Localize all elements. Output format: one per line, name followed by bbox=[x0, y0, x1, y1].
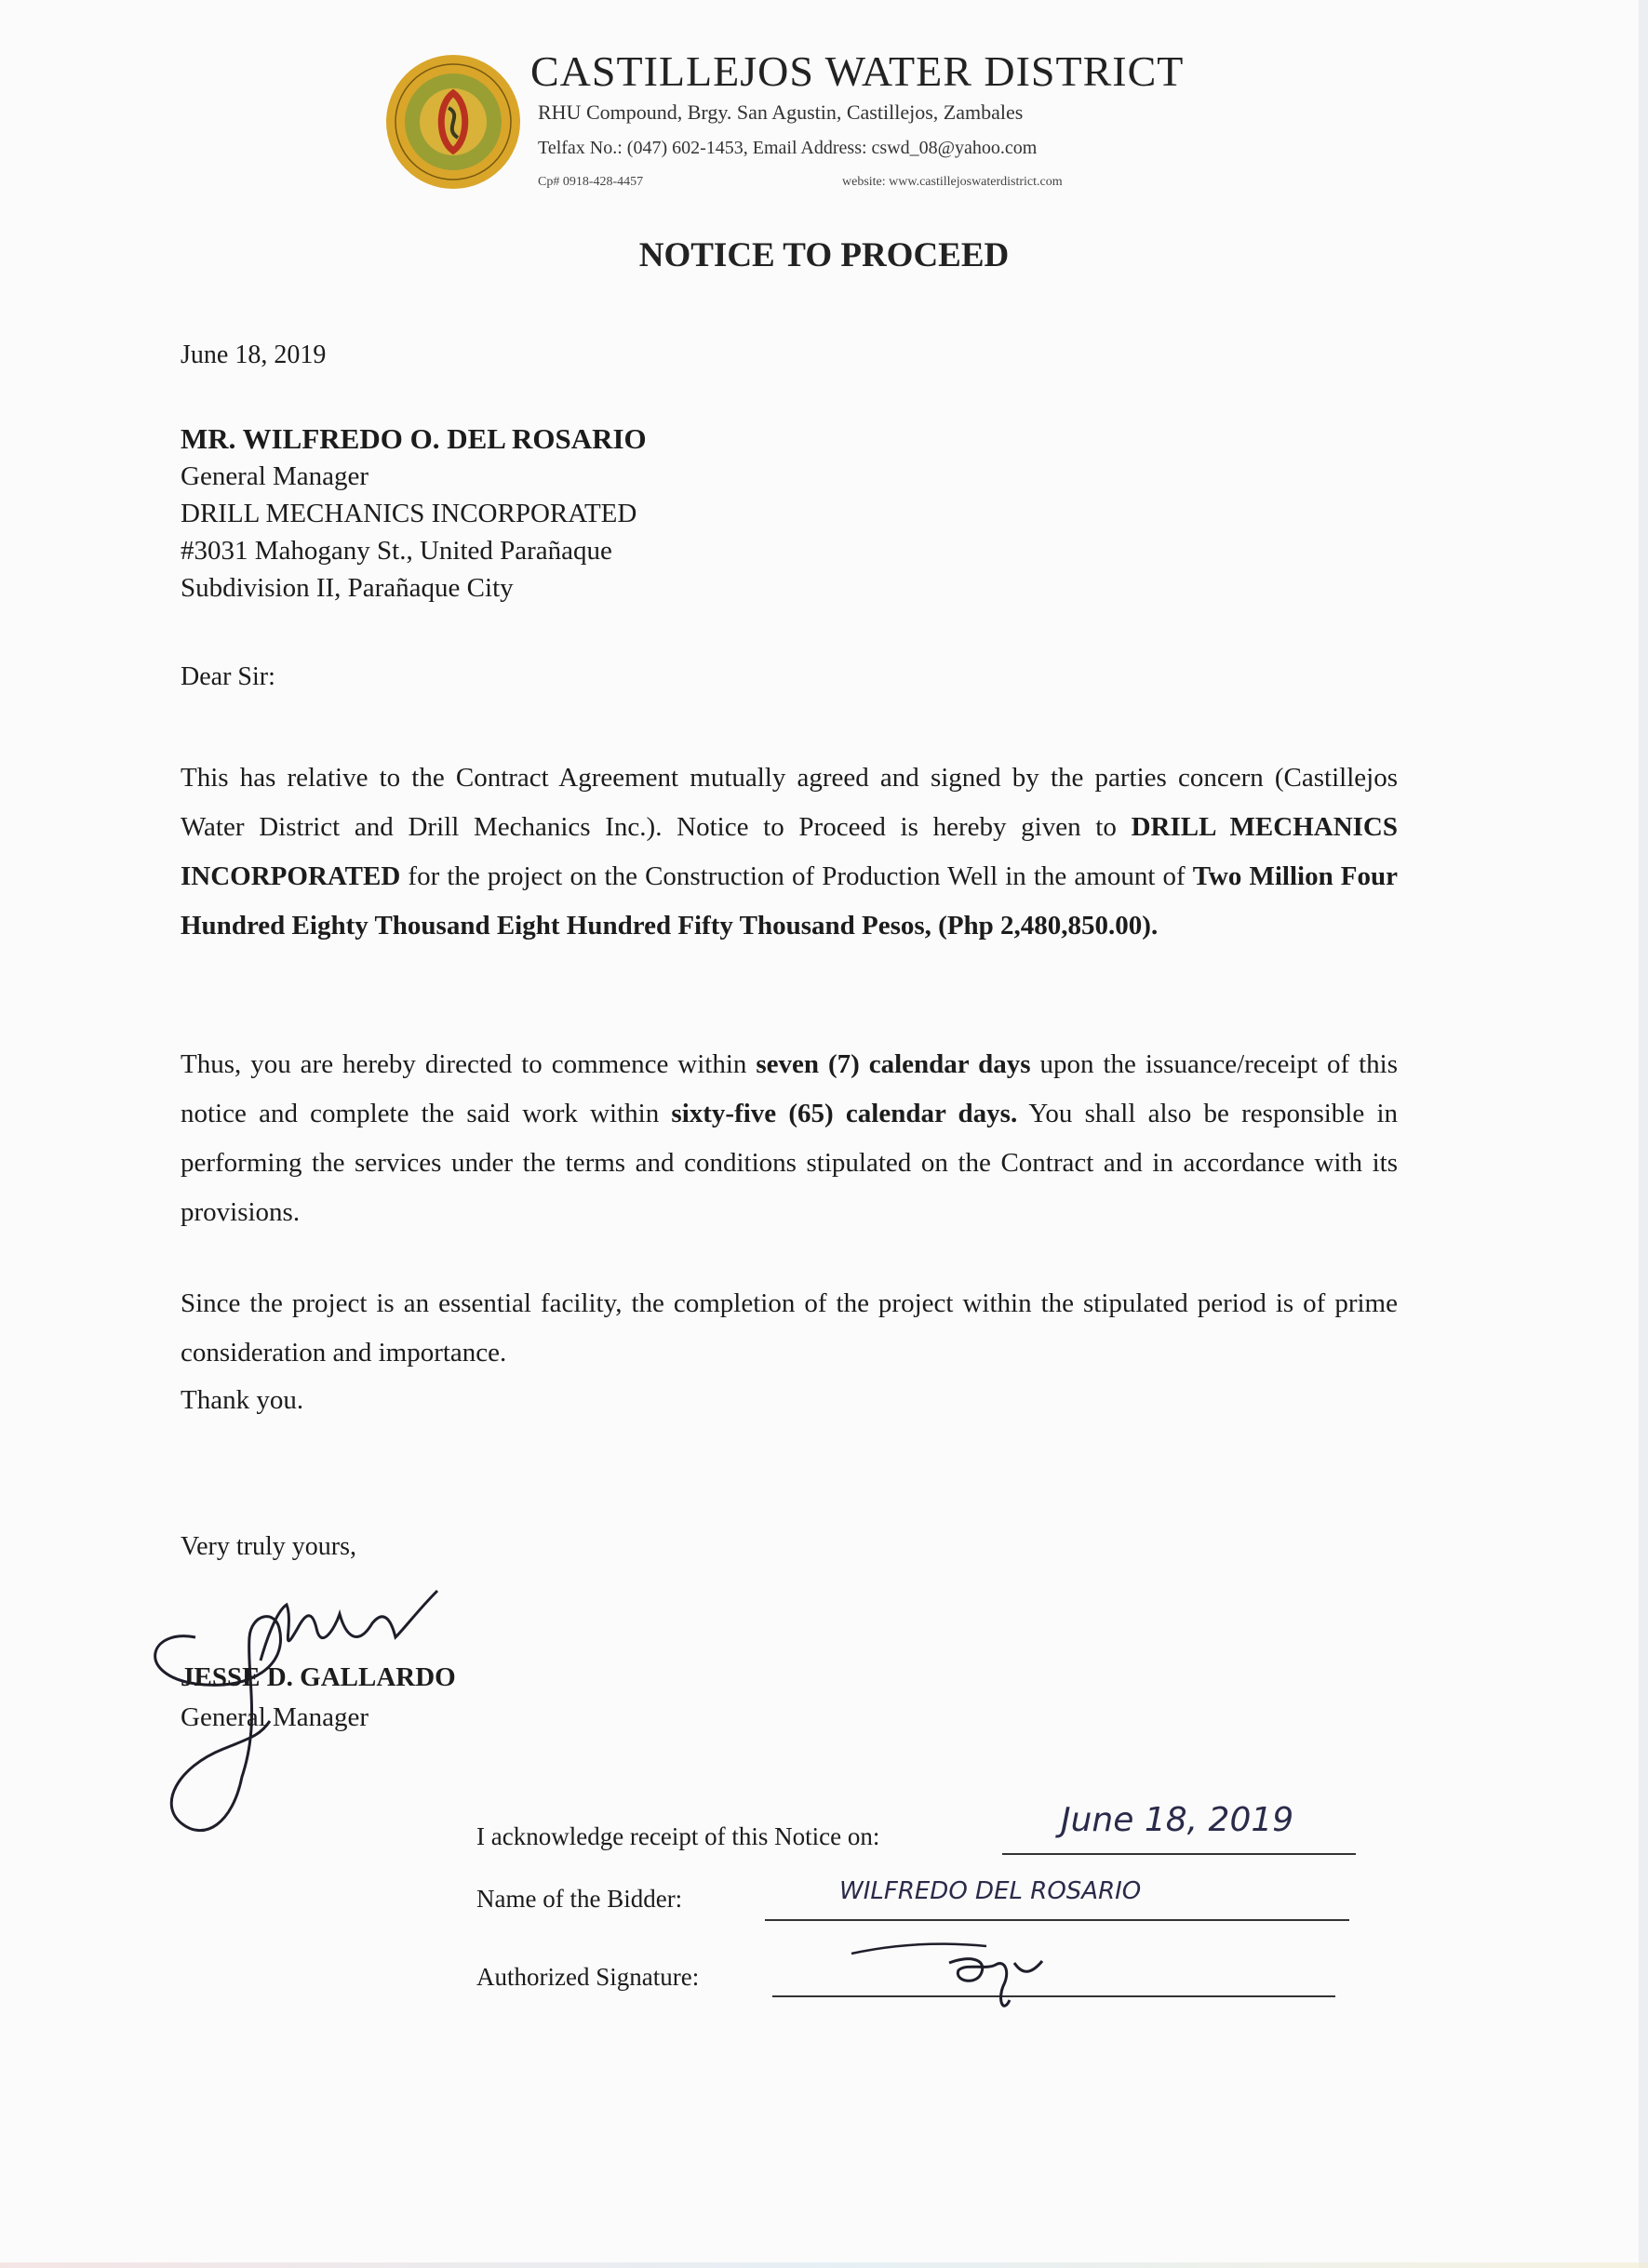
thanks-line: Thank you. bbox=[181, 1385, 304, 1415]
org-website: website: www.castillejoswaterdistrict.com bbox=[842, 175, 1063, 189]
addressee-block bbox=[181, 420, 647, 607]
bidder-label: Name of the Bidder: bbox=[476, 1885, 683, 1913]
addressee-name: MR. WILFREDO O. DEL ROSARIO bbox=[181, 422, 647, 455]
signer-title: General Manager bbox=[181, 1702, 369, 1732]
org-name: CASTILLEJOS WATER DISTRICT bbox=[530, 47, 1185, 95]
org-address: RHU Compound, Brgy. San Agustin, Castillejos, Zambales bbox=[538, 100, 1024, 124]
document-title: NOTICE TO PROCEED bbox=[638, 236, 1010, 274]
body-paragraph-2 bbox=[181, 1040, 1398, 1237]
org-cellphone: Cp# 0918-428-4457 bbox=[538, 175, 644, 189]
receipt-date-line bbox=[1002, 1853, 1356, 1855]
addressee-city: Subdivision II, Parañaque City bbox=[181, 573, 514, 603]
scan-edge-bottom bbox=[0, 2262, 1648, 2268]
addressee-company: DRILL MECHANICS INCORPORATED bbox=[181, 499, 637, 528]
addressee-street: #3031 Mahogany St., United Parañaque bbox=[181, 536, 612, 566]
p1-text-c: for the project on the Construction of Production Well in the amount of bbox=[400, 861, 1193, 891]
p2-text-c: upon the issuance/receipt of this notice and complete the said work within bbox=[181, 1049, 1398, 1128]
p2-text-e: You shall also be responsible in performing the services under the terms and conditions stipulated on the Contract and in accordance with its provisions. bbox=[181, 1099, 1399, 1227]
receipt-label: I acknowledge receipt of this Notice on: bbox=[476, 1822, 880, 1850]
district-seal-logo bbox=[383, 52, 523, 192]
bidder-name-line bbox=[765, 1919, 1349, 1921]
salutation: Dear Sir: bbox=[181, 662, 275, 691]
p1-text-a: This has relative to the Contract Agreement mutually agreed and signed by the parties concern (Castillejos Water District and Drill Mechanics Inc.). Notice to Proceed is hereby given to bbox=[181, 763, 1398, 842]
p2-commence-days: seven (7) calendar days bbox=[756, 1049, 1031, 1079]
letter-date: June 18, 2019 bbox=[181, 340, 327, 369]
addressee-position: General Manager bbox=[181, 461, 369, 491]
p2-complete-days: sixty-five (65) calendar days. bbox=[671, 1099, 1018, 1128]
body-paragraph-1 bbox=[181, 754, 1398, 951]
signer-name: JESSE D. GALLARDO bbox=[181, 1662, 456, 1692]
org-contact: Telfax No.: (047) 602-1453, Email Address: cswd_08@yahoo.com bbox=[538, 138, 1038, 158]
bidder-name-handwritten: WILFREDO DEL ROSARIO bbox=[839, 1877, 1142, 1905]
closing-line: Very truly yours, bbox=[181, 1532, 356, 1561]
p1-amount: Two Million Four Hundred Eighty Thousand Eight Hundred Fifty Thousand Pesos, (Php 2,480,850.00). bbox=[181, 861, 1398, 941]
signature-label: Authorized Signature: bbox=[476, 1963, 700, 1991]
scan-edge bbox=[1639, 0, 1648, 2268]
receipt-date-handwritten: June 18, 2019 bbox=[1061, 1801, 1294, 1839]
p1-company: DRILL MECHANICS INCORPORATED bbox=[181, 812, 1398, 891]
p2-text-a: Thus, you are hereby directed to commence within bbox=[181, 1049, 757, 1079]
body-paragraph-3: Since the project is an essential facility, the completion of the project within the stipulated period is of prime consideration and importance. bbox=[181, 1288, 1398, 1367]
authorized-signature-mark bbox=[847, 1935, 1089, 2019]
